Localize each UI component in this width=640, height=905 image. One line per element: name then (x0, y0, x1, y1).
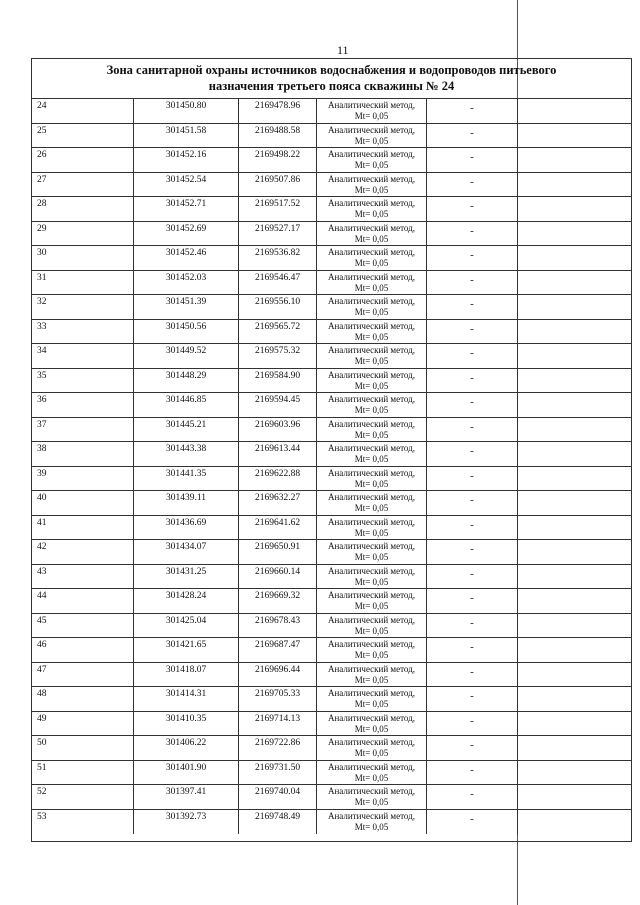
coord-x: 301401.90 (134, 761, 239, 785)
point-number: 34 (32, 344, 134, 368)
point-number: 47 (32, 663, 134, 687)
point-number: 42 (32, 540, 134, 564)
coord-x: 301428.24 (134, 589, 239, 613)
page-number: 11 (337, 43, 349, 57)
method-text: Аналитический метод, (327, 173, 416, 184)
table-row (32, 761, 631, 786)
description-cell: - (427, 148, 518, 172)
method-cell (317, 810, 427, 835)
description-cell: - (427, 173, 518, 197)
coord-x: 301448.29 (134, 369, 239, 393)
point-number: 36 (32, 393, 134, 417)
method-cell (317, 687, 427, 711)
coord-x: 301421.65 (134, 638, 239, 662)
point-number: 33 (32, 320, 134, 344)
method-cell (317, 295, 427, 319)
table-row (32, 148, 631, 173)
coord-x: 301406.22 (134, 736, 239, 760)
coord-x: 301434.07 (134, 540, 239, 564)
description-cell: - (427, 491, 518, 515)
description-cell: - (427, 124, 518, 148)
accuracy-text: Mt= 0,05 (354, 160, 389, 170)
point-number: 27 (32, 173, 134, 197)
empty-cell (518, 785, 633, 809)
coord-y: 2169622.88 (239, 467, 317, 491)
description-cell: - (427, 442, 518, 466)
table-row (32, 442, 631, 467)
coord-y: 2169660.14 (239, 565, 317, 589)
method-text: Аналитический метод, (327, 614, 416, 625)
table-row (32, 638, 631, 663)
method-text: Аналитический метод, (327, 810, 416, 821)
coord-x: 301450.56 (134, 320, 239, 344)
point-number: 29 (32, 222, 134, 246)
method-cell (317, 222, 427, 246)
table-row (32, 246, 631, 271)
point-number: 37 (32, 418, 134, 442)
coordinates-table (31, 58, 632, 842)
method-text: Аналитический метод, (327, 565, 416, 576)
coord-y: 2169641.62 (239, 516, 317, 540)
point-number: 49 (32, 712, 134, 736)
accuracy-text: Mt= 0,05 (354, 209, 389, 219)
coord-x: 301436.69 (134, 516, 239, 540)
point-number: 45 (32, 614, 134, 638)
accuracy-text: Mt= 0,05 (354, 454, 389, 464)
table-row (32, 491, 631, 516)
empty-cell (518, 197, 633, 221)
coord-y: 2169575.32 (239, 344, 317, 368)
accuracy-text: Mt= 0,05 (354, 821, 389, 832)
coord-y: 2169556.10 (239, 295, 317, 319)
coord-x: 301450.80 (134, 99, 239, 123)
description-cell: - (427, 369, 518, 393)
coord-x: 301451.39 (134, 295, 239, 319)
empty-cell (518, 736, 633, 760)
coord-y: 2169632.27 (239, 491, 317, 515)
table-row (32, 173, 631, 198)
description-cell: - (427, 687, 518, 711)
method-text: Аналитический метод, (327, 712, 416, 723)
point-number: 50 (32, 736, 134, 760)
accuracy-text: Mt= 0,05 (354, 601, 389, 611)
coord-y: 2169488.58 (239, 124, 317, 148)
coord-y: 2169565.72 (239, 320, 317, 344)
table-row (32, 369, 631, 394)
table-title-line-2: назначения третьего пояса скважины № 24 (208, 79, 455, 93)
accuracy-text: Mt= 0,05 (354, 405, 389, 415)
coord-y: 2169507.86 (239, 173, 317, 197)
method-text: Аналитический метод, (327, 516, 416, 527)
coord-x: 301431.25 (134, 565, 239, 589)
coord-y: 2169536.82 (239, 246, 317, 270)
coord-x: 301452.69 (134, 222, 239, 246)
table-title (32, 59, 631, 99)
method-text: Аналитический метод, (327, 541, 416, 551)
empty-cell (518, 614, 633, 638)
accuracy-text: Mt= 0,05 (354, 797, 389, 807)
description-cell: - (427, 222, 518, 246)
method-text: Аналитический метод, (327, 639, 416, 649)
table-row (32, 540, 631, 565)
method-text: Аналитический метод, (327, 247, 416, 257)
accuracy-text: Mt= 0,05 (354, 723, 389, 734)
coord-x: 301397.41 (134, 785, 239, 809)
description-cell: - (427, 271, 518, 295)
description-cell: - (427, 197, 518, 221)
description-cell: - (427, 589, 518, 613)
empty-cell (518, 271, 633, 295)
coord-x: 301446.85 (134, 393, 239, 417)
method-cell (317, 442, 427, 466)
coord-y: 2169731.50 (239, 761, 317, 785)
accuracy-text: Mt= 0,05 (354, 699, 389, 709)
coord-x: 301452.54 (134, 173, 239, 197)
method-cell (317, 761, 427, 785)
point-number: 40 (32, 491, 134, 515)
accuracy-text: Mt= 0,05 (354, 135, 389, 146)
coord-x: 301449.52 (134, 344, 239, 368)
coord-y: 2169650.91 (239, 540, 317, 564)
method-cell (317, 467, 427, 491)
coord-y: 2169527.17 (239, 222, 317, 246)
method-text: Аналитический метод, (327, 688, 416, 698)
empty-cell (518, 99, 633, 123)
coord-x: 301439.11 (134, 491, 239, 515)
accuracy-text: Mt= 0,05 (354, 748, 389, 758)
table-row (32, 589, 631, 614)
method-cell (317, 516, 427, 540)
coord-x: 301392.73 (134, 810, 239, 835)
coord-y: 2169705.33 (239, 687, 317, 711)
coord-y: 2169696.44 (239, 663, 317, 687)
empty-cell (518, 761, 633, 785)
coord-y: 2169498.22 (239, 148, 317, 172)
empty-cell (518, 712, 633, 736)
empty-cell (518, 442, 633, 466)
table-row (32, 271, 631, 296)
accuracy-text: Mt= 0,05 (354, 233, 389, 244)
empty-cell (518, 638, 633, 662)
empty-cell (518, 467, 633, 491)
point-number: 43 (32, 565, 134, 589)
table-row (32, 320, 631, 345)
accuracy-text: Mt= 0,05 (354, 503, 389, 513)
point-number: 35 (32, 369, 134, 393)
accuracy-text: Mt= 0,05 (354, 625, 389, 636)
coord-x: 301452.71 (134, 197, 239, 221)
description-cell: - (427, 761, 518, 785)
method-cell (317, 638, 427, 662)
method-cell (317, 148, 427, 172)
empty-cell (518, 589, 633, 613)
coord-x: 301425.04 (134, 614, 239, 638)
method-cell (317, 320, 427, 344)
method-text: Аналитический метод, (327, 492, 416, 502)
method-text: Аналитический метод, (327, 345, 416, 355)
method-cell (317, 369, 427, 393)
accuracy-text: Mt= 0,05 (354, 307, 389, 317)
table-row (32, 222, 631, 247)
point-number: 39 (32, 467, 134, 491)
empty-cell (518, 663, 633, 687)
table-row (32, 295, 631, 320)
description-cell: - (427, 712, 518, 736)
point-number: 32 (32, 295, 134, 319)
description-cell: - (427, 246, 518, 270)
accuracy-text: Mt= 0,05 (354, 282, 389, 293)
point-number: 26 (32, 148, 134, 172)
description-cell: - (427, 467, 518, 491)
table-body (32, 99, 631, 834)
method-text: Аналитический метод, (327, 443, 416, 453)
coord-y: 2169603.96 (239, 418, 317, 442)
point-number: 46 (32, 638, 134, 662)
method-text: Аналитический метод, (327, 124, 416, 135)
accuracy-text: Mt= 0,05 (354, 576, 389, 587)
coord-y: 2169714.13 (239, 712, 317, 736)
empty-cell (518, 540, 633, 564)
coord-y: 2169722.86 (239, 736, 317, 760)
point-number: 24 (32, 99, 134, 123)
empty-cell (518, 393, 633, 417)
empty-cell (518, 295, 633, 319)
coord-x: 301452.46 (134, 246, 239, 270)
accuracy-text: Mt= 0,05 (354, 527, 389, 538)
empty-cell (518, 418, 633, 442)
method-cell (317, 614, 427, 638)
coord-x: 301445.21 (134, 418, 239, 442)
method-cell (317, 565, 427, 589)
method-text: Аналитический метод, (327, 320, 416, 331)
method-cell (317, 99, 427, 123)
description-cell: - (427, 785, 518, 809)
description-cell: - (427, 393, 518, 417)
point-number: 30 (32, 246, 134, 270)
empty-cell (518, 246, 633, 270)
coord-y: 2169478.96 (239, 99, 317, 123)
coord-x: 301414.31 (134, 687, 239, 711)
method-cell (317, 344, 427, 368)
accuracy-text: Mt= 0,05 (354, 258, 389, 268)
table-row (32, 467, 631, 492)
coord-x: 301441.35 (134, 467, 239, 491)
description-cell: - (427, 295, 518, 319)
empty-cell (518, 320, 633, 344)
description-cell: - (427, 736, 518, 760)
method-text: Аналитический метод, (327, 198, 416, 208)
accuracy-text: Mt= 0,05 (354, 772, 389, 783)
point-number: 53 (32, 810, 134, 835)
description-cell: - (427, 614, 518, 638)
method-text: Аналитический метод, (327, 467, 416, 478)
table-row (32, 197, 631, 222)
empty-cell (518, 516, 633, 540)
description-cell: - (427, 320, 518, 344)
method-cell (317, 271, 427, 295)
empty-cell (518, 369, 633, 393)
coord-y: 2169669.32 (239, 589, 317, 613)
accuracy-text: Mt= 0,05 (354, 478, 389, 489)
empty-cell (518, 344, 633, 368)
table-row (32, 810, 631, 835)
table-row (32, 785, 631, 810)
method-cell (317, 197, 427, 221)
coord-y: 2169687.47 (239, 638, 317, 662)
table-row (32, 614, 631, 639)
table-row (32, 124, 631, 149)
method-text: Аналитический метод, (327, 786, 416, 796)
table-row (32, 516, 631, 541)
method-cell (317, 418, 427, 442)
description-cell: - (427, 638, 518, 662)
method-text: Аналитический метод, (327, 296, 416, 306)
point-number: 31 (32, 271, 134, 295)
accuracy-text: Mt= 0,05 (354, 331, 389, 342)
method-text: Аналитический метод, (327, 271, 416, 282)
table-row (32, 687, 631, 712)
coord-y: 2169546.47 (239, 271, 317, 295)
coord-y: 2169594.45 (239, 393, 317, 417)
method-cell (317, 736, 427, 760)
method-text: Аналитический метод, (327, 737, 416, 747)
method-text: Аналитический метод, (327, 590, 416, 600)
method-cell (317, 663, 427, 687)
table-row (32, 736, 631, 761)
method-cell (317, 246, 427, 270)
description-cell: - (427, 663, 518, 687)
method-text: Аналитический метод, (327, 394, 416, 404)
method-text: Аналитический метод, (327, 222, 416, 233)
method-cell (317, 785, 427, 809)
table-row (32, 565, 631, 590)
empty-cell (518, 687, 633, 711)
accuracy-text: Mt= 0,05 (354, 111, 389, 121)
accuracy-text: Mt= 0,05 (354, 184, 389, 195)
method-text: Аналитический метод, (327, 100, 416, 110)
table-row (32, 344, 631, 369)
method-cell (317, 540, 427, 564)
accuracy-text: Mt= 0,05 (354, 356, 389, 366)
method-cell (317, 393, 427, 417)
method-text: Аналитический метод, (327, 369, 416, 380)
table-row (32, 663, 631, 688)
description-cell: - (427, 565, 518, 589)
table-row (32, 99, 631, 124)
accuracy-text: Mt= 0,05 (354, 429, 389, 440)
point-number: 51 (32, 761, 134, 785)
method-cell (317, 124, 427, 148)
coord-x: 301443.38 (134, 442, 239, 466)
description-cell: - (427, 516, 518, 540)
coord-y: 2169740.04 (239, 785, 317, 809)
accuracy-text: Mt= 0,05 (354, 380, 389, 391)
table-title-line-1: Зона санитарной охраны источников водоснабжения и водопроводов питьевого (106, 63, 557, 77)
coord-x: 301452.03 (134, 271, 239, 295)
method-cell (317, 491, 427, 515)
empty-cell (518, 148, 633, 172)
point-number: 44 (32, 589, 134, 613)
coord-y: 2169584.90 (239, 369, 317, 393)
accuracy-text: Mt= 0,05 (354, 674, 389, 685)
accuracy-text: Mt= 0,05 (354, 650, 389, 660)
empty-cell (518, 124, 633, 148)
description-cell: - (427, 418, 518, 442)
coord-y: 2169517.52 (239, 197, 317, 221)
coord-y: 2169678.43 (239, 614, 317, 638)
method-cell (317, 712, 427, 736)
coord-x: 301451.58 (134, 124, 239, 148)
empty-cell (518, 173, 633, 197)
point-number: 25 (32, 124, 134, 148)
description-cell: - (427, 344, 518, 368)
method-text: Аналитический метод, (327, 418, 416, 429)
description-cell: - (427, 810, 518, 835)
point-number: 41 (32, 516, 134, 540)
coord-y: 2169748.49 (239, 810, 317, 835)
method-text: Аналитический метод, (327, 761, 416, 772)
empty-cell (518, 491, 633, 515)
empty-cell (518, 222, 633, 246)
point-number: 28 (32, 197, 134, 221)
point-number: 38 (32, 442, 134, 466)
table-row (32, 393, 631, 418)
point-number: 52 (32, 785, 134, 809)
coord-x: 301410.35 (134, 712, 239, 736)
empty-cell (518, 810, 633, 835)
empty-cell (518, 565, 633, 589)
coord-x: 301418.07 (134, 663, 239, 687)
table-row (32, 712, 631, 737)
description-cell: - (427, 540, 518, 564)
point-number: 48 (32, 687, 134, 711)
description-cell: - (427, 99, 518, 123)
table-row (32, 418, 631, 443)
accuracy-text: Mt= 0,05 (354, 552, 389, 562)
coord-x: 301452.16 (134, 148, 239, 172)
method-cell (317, 589, 427, 613)
method-cell (317, 173, 427, 197)
coord-y: 2169613.44 (239, 442, 317, 466)
method-text: Аналитический метод, (327, 663, 416, 674)
method-text: Аналитический метод, (327, 149, 416, 159)
